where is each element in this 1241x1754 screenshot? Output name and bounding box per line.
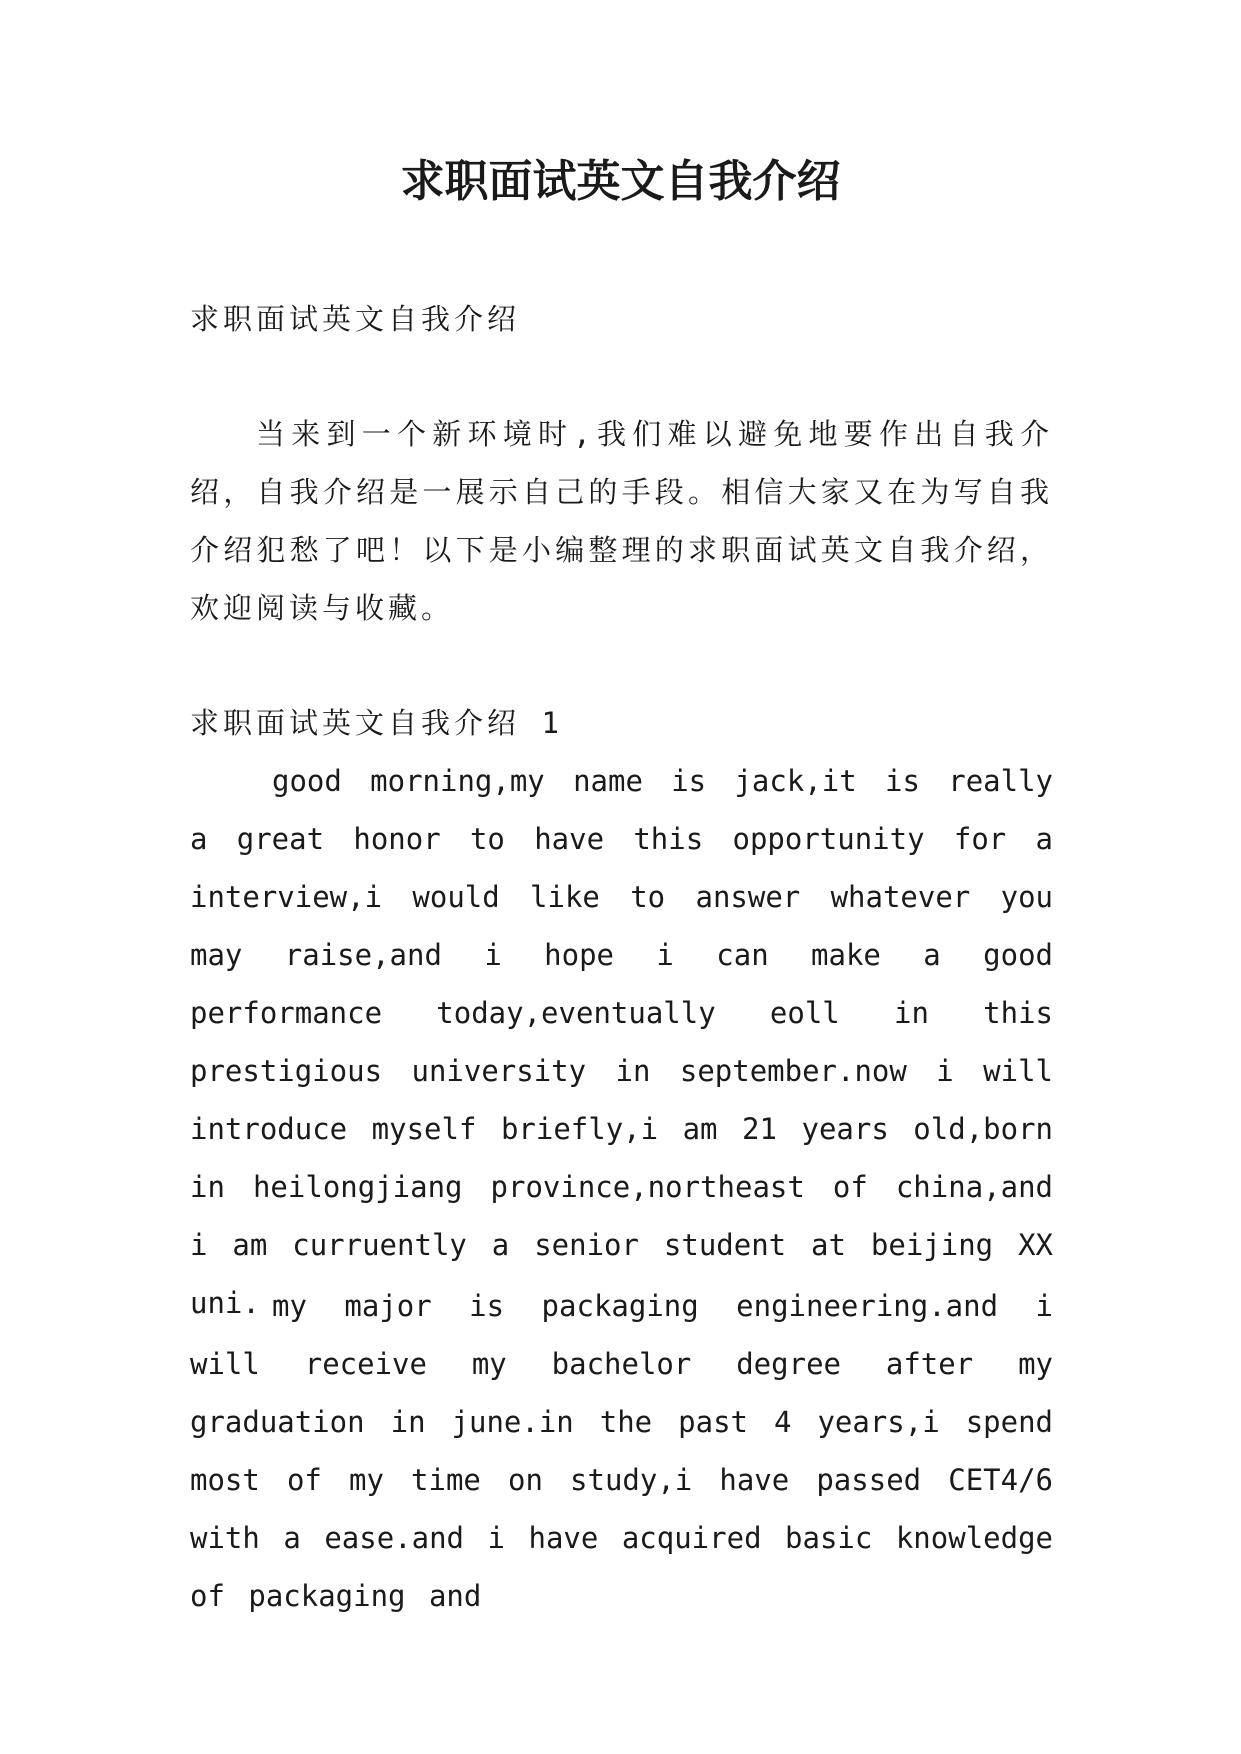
document-subtitle: 求职面试英文自我介绍 bbox=[190, 302, 521, 336]
body-paragraph-1: good morning,my name is jack,it is really a great honor to have this opportunity for a interview,i would like to answer whatever you may raise,and i hope i can make a good performance today,eventually eoll in this prestigious university in september.now i will introduce myself briefly,i am 21 years old,born in heilongjiang province,northeast of china,and i am curruently a senior student at beijing XX uni. bbox=[190, 764, 1053, 1320]
section-heading: 求职面试英文自我介绍 1 bbox=[190, 706, 563, 740]
document-title: 求职面试英文自我介绍 bbox=[400, 156, 841, 207]
body-paragraph-2: my major is packaging engineering.and i will receive my bachelor degree after my graduation in june.in the past 4 years,i spend most of my time on study,i have passed CET4/6 with a ease.and i have acquired basic knowledge of packaging and bbox=[190, 1289, 1053, 1613]
intro-paragraph: 当来到一个新环境时,我们难以避免地要作出自我介绍，自我介绍是一展示自己的手段。相信大家又在为写自我介绍犯愁了吧！以下是小编整理的求职面试英文自我介绍，欢迎阅读与收藏。 bbox=[190, 417, 1053, 625]
